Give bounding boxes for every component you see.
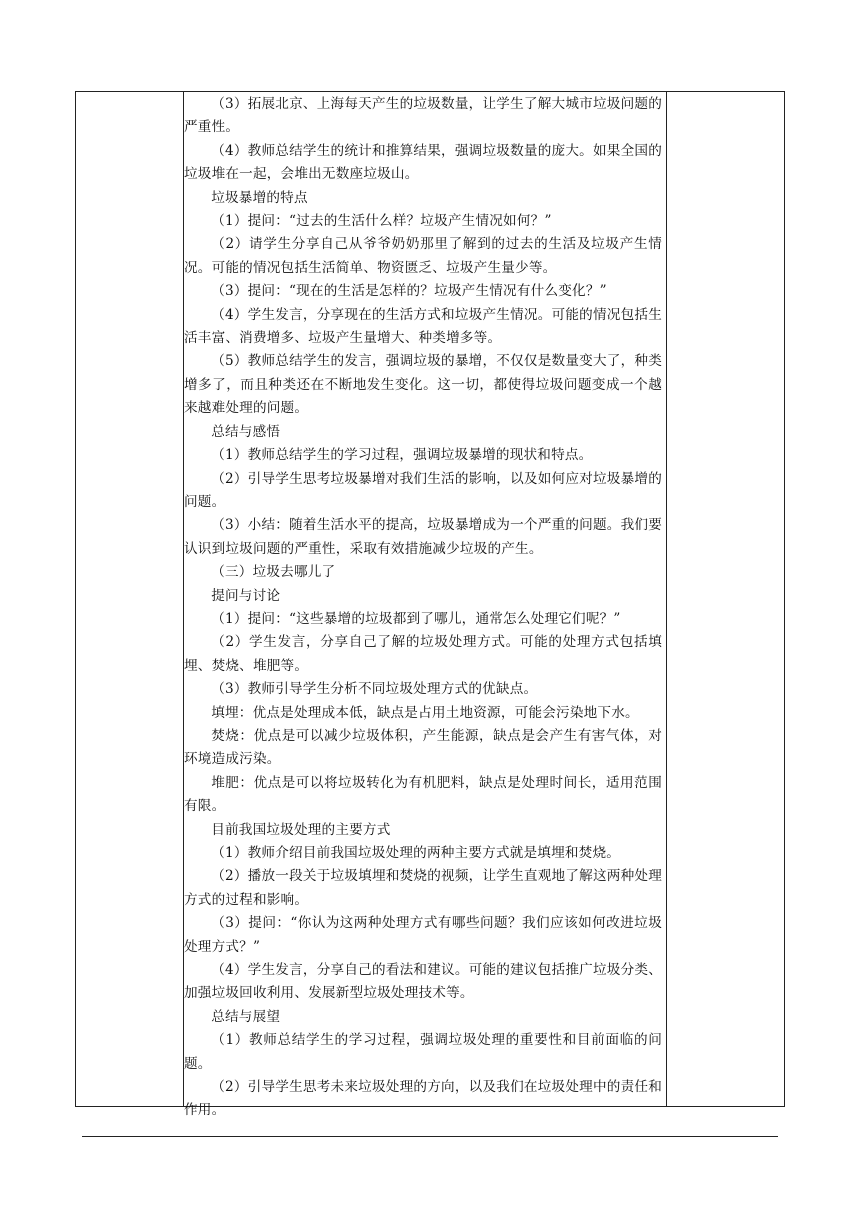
section-heading: 垃圾暴增的特点 [211,189,308,206]
section-heading: 总结与感悟 [211,423,281,440]
paragraph: 填埋：优点是处理成本低，缺点是占用土地资源，可能会污染地下水。 [211,704,639,721]
paragraph: （5）教师总结学生的发言，强调垃圾的暴增，不仅仅是数量变大了，种类增多了，而且种类还在不断地发生变化。这一切，都使得垃圾问题变成一个越来越难处理的问题。 [184,353,662,417]
paragraph: （3）提问：“你认为这两种处理方式有哪些问题？我们应该如何改进垃圾处理方式？” [184,915,662,955]
paragraph: （4）学生发言，分享现在的生活方式和垃圾产生情况。可能的情况包括生活丰富、消费增多、垃圾产生量增大、种类增多等。 [184,306,662,347]
paragraph: （1）教师总结学生的学习过程，强调垃圾处理的重要性和目前面临的问题。 [184,1032,662,1072]
paragraph: （1）教师总结学生的学习过程，强调垃圾暴增的现状和特点。 [211,447,593,464]
section-heading: 总结与展望 [211,1008,281,1025]
section-heading: （三）垃圾去哪儿了 [211,564,336,581]
paragraph: （1）提问：“这些暴增的垃圾都到了哪儿，通常怎么处理它们呢？” [211,610,621,627]
paragraph: 焚烧：优点是可以减少垃圾体积，产生能源，缺点是会产生有害气体，对环境造成污染。 [184,727,662,768]
paragraph: （2）学生发言，分享自己了解的垃圾处理方式。可能的处理方式包括填埋、焚烧、堆肥等。 [184,634,662,674]
paragraph: （1）教师介绍目前我国垃圾处理的两种主要方式就是填埋和焚烧。 [211,845,621,861]
paragraph: （3）小结：随着生活水平的提高，垃圾暴增成为一个严重的问题。我们要认识到垃圾问题的严重性，采取有效措施减少垃圾的产生。 [184,517,662,557]
section-heading: 提问与讨论 [211,587,281,604]
section-heading: 目前我国垃圾处理的主要方式 [211,821,391,838]
paragraph: （4）学生发言，分享自己的看法和建议。可能的建议包括推广垃圾分类、加强垃圾回收利用、发展新型垃圾处理技术等。 [184,962,662,1002]
paragraph: （3）教师引导学生分析不同垃圾处理方式的优缺点。 [211,681,538,698]
paragraph: （2）播放一段关于垃圾填埋和焚烧的视频，让学生直观地了解这两种处理方式的过程和影响。 [184,868,662,908]
footer-rule [82,1136,778,1137]
paragraph: （2）引导学生思考未来垃圾处理的方向，以及我们在垃圾处理中的责任和作用。 [184,1079,662,1119]
paragraph: 堆肥：优点是可以将垃圾转化为有机肥料，缺点是处理时间长，适用范围有限。 [184,774,662,815]
paragraph: （2）引导学生思考垃圾暴增对我们生活的影响，以及如何应对垃圾暴增的问题。 [184,470,662,510]
paragraph: （3）提问：“现在的生活是怎样的？垃圾产生情况有什么变化？” [211,283,607,300]
paragraph: （1）提问：“过去的生活什么样？垃圾产生情况如何？” [211,213,552,230]
paragraph: （2）请学生分享自己从爷爷奶奶那里了解到的过去的生活及垃圾产生情况。可能的情况包括生活简单、物资匮乏、垃圾产生量少等。 [184,236,662,276]
lesson-content-cell [184,93,662,1123]
paragraph: （4）教师总结学生的统计和推算结果，强调垃圾数量的庞大。如果全国的垃圾堆在一起，会堆出无数座垃圾山。 [184,142,662,183]
table-right-column-divider [666,92,667,1106]
paragraph: （3）拓展北京、上海每天产生的垃圾数量，让学生了解大城市垃圾问题的严重性。 [184,96,662,136]
